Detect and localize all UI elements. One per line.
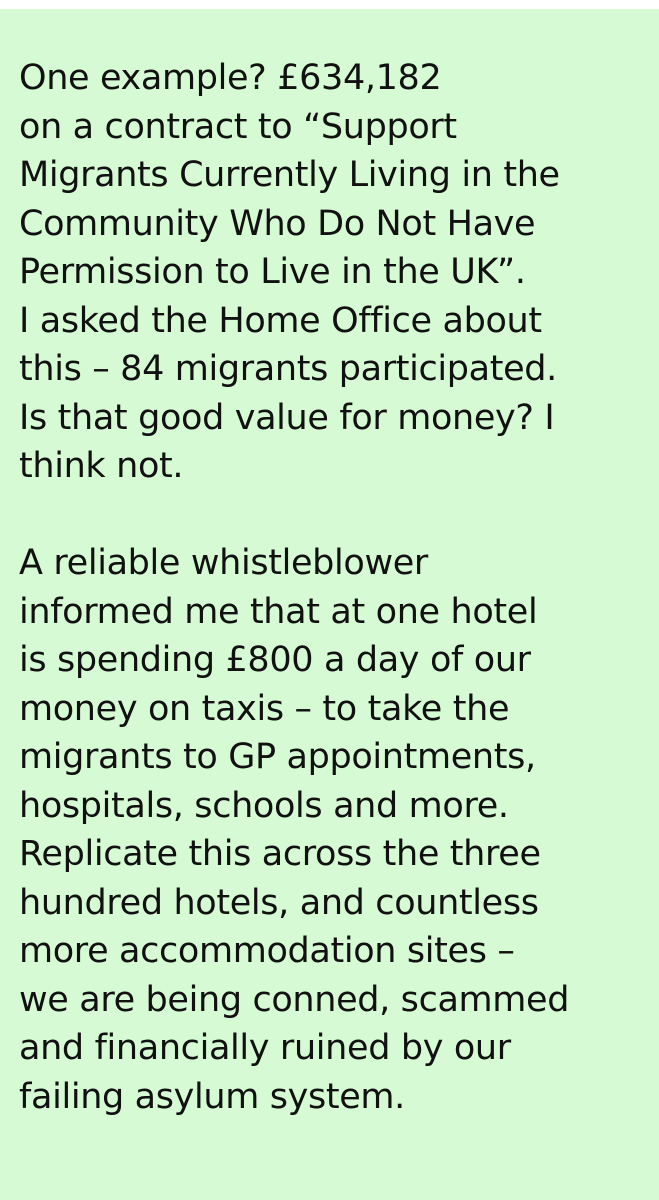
text-line: Replicate this across the three <box>19 834 541 874</box>
text-line: Community Who Do Not Have <box>19 203 536 244</box>
text-line: Is that good value for money? I <box>19 397 555 438</box>
text-line: more accommodation sites – <box>19 931 515 971</box>
text-line: hospitals, schools and more. <box>19 785 509 826</box>
text-line: Permission to Live in the UK”. <box>19 252 526 292</box>
text-line: money on taxis – to take the <box>19 688 510 729</box>
text-line: A reliable whistleblower <box>19 543 428 583</box>
text-line: is spending £800 a day of our <box>19 640 531 680</box>
text-line: and financially ruined by our <box>19 1028 511 1068</box>
note-panel <box>0 9 659 1200</box>
text-line: on a contract to “Support <box>19 106 457 147</box>
paragraph-1 <box>19 54 655 491</box>
note-text <box>19 54 655 1121</box>
text-line: informed me that at one hotel <box>19 591 538 632</box>
text-line: failing asylum system. <box>19 1076 405 1117</box>
text-line: hundred hotels, and countless <box>19 882 539 923</box>
paragraph-gap <box>19 491 655 540</box>
text-line: we are being conned, scammed <box>19 979 570 1020</box>
paragraph-2 <box>19 539 655 1121</box>
text-line: this – 84 migrants participated. <box>19 349 557 389</box>
text-line: migrants to GP appointments, <box>19 737 536 777</box>
text-line: think not. <box>19 446 184 486</box>
text-line: Migrants Currently Living in the <box>19 155 560 195</box>
text-line: One example? £634,182 <box>19 58 442 98</box>
text-line: I asked the Home Office about <box>19 300 542 341</box>
